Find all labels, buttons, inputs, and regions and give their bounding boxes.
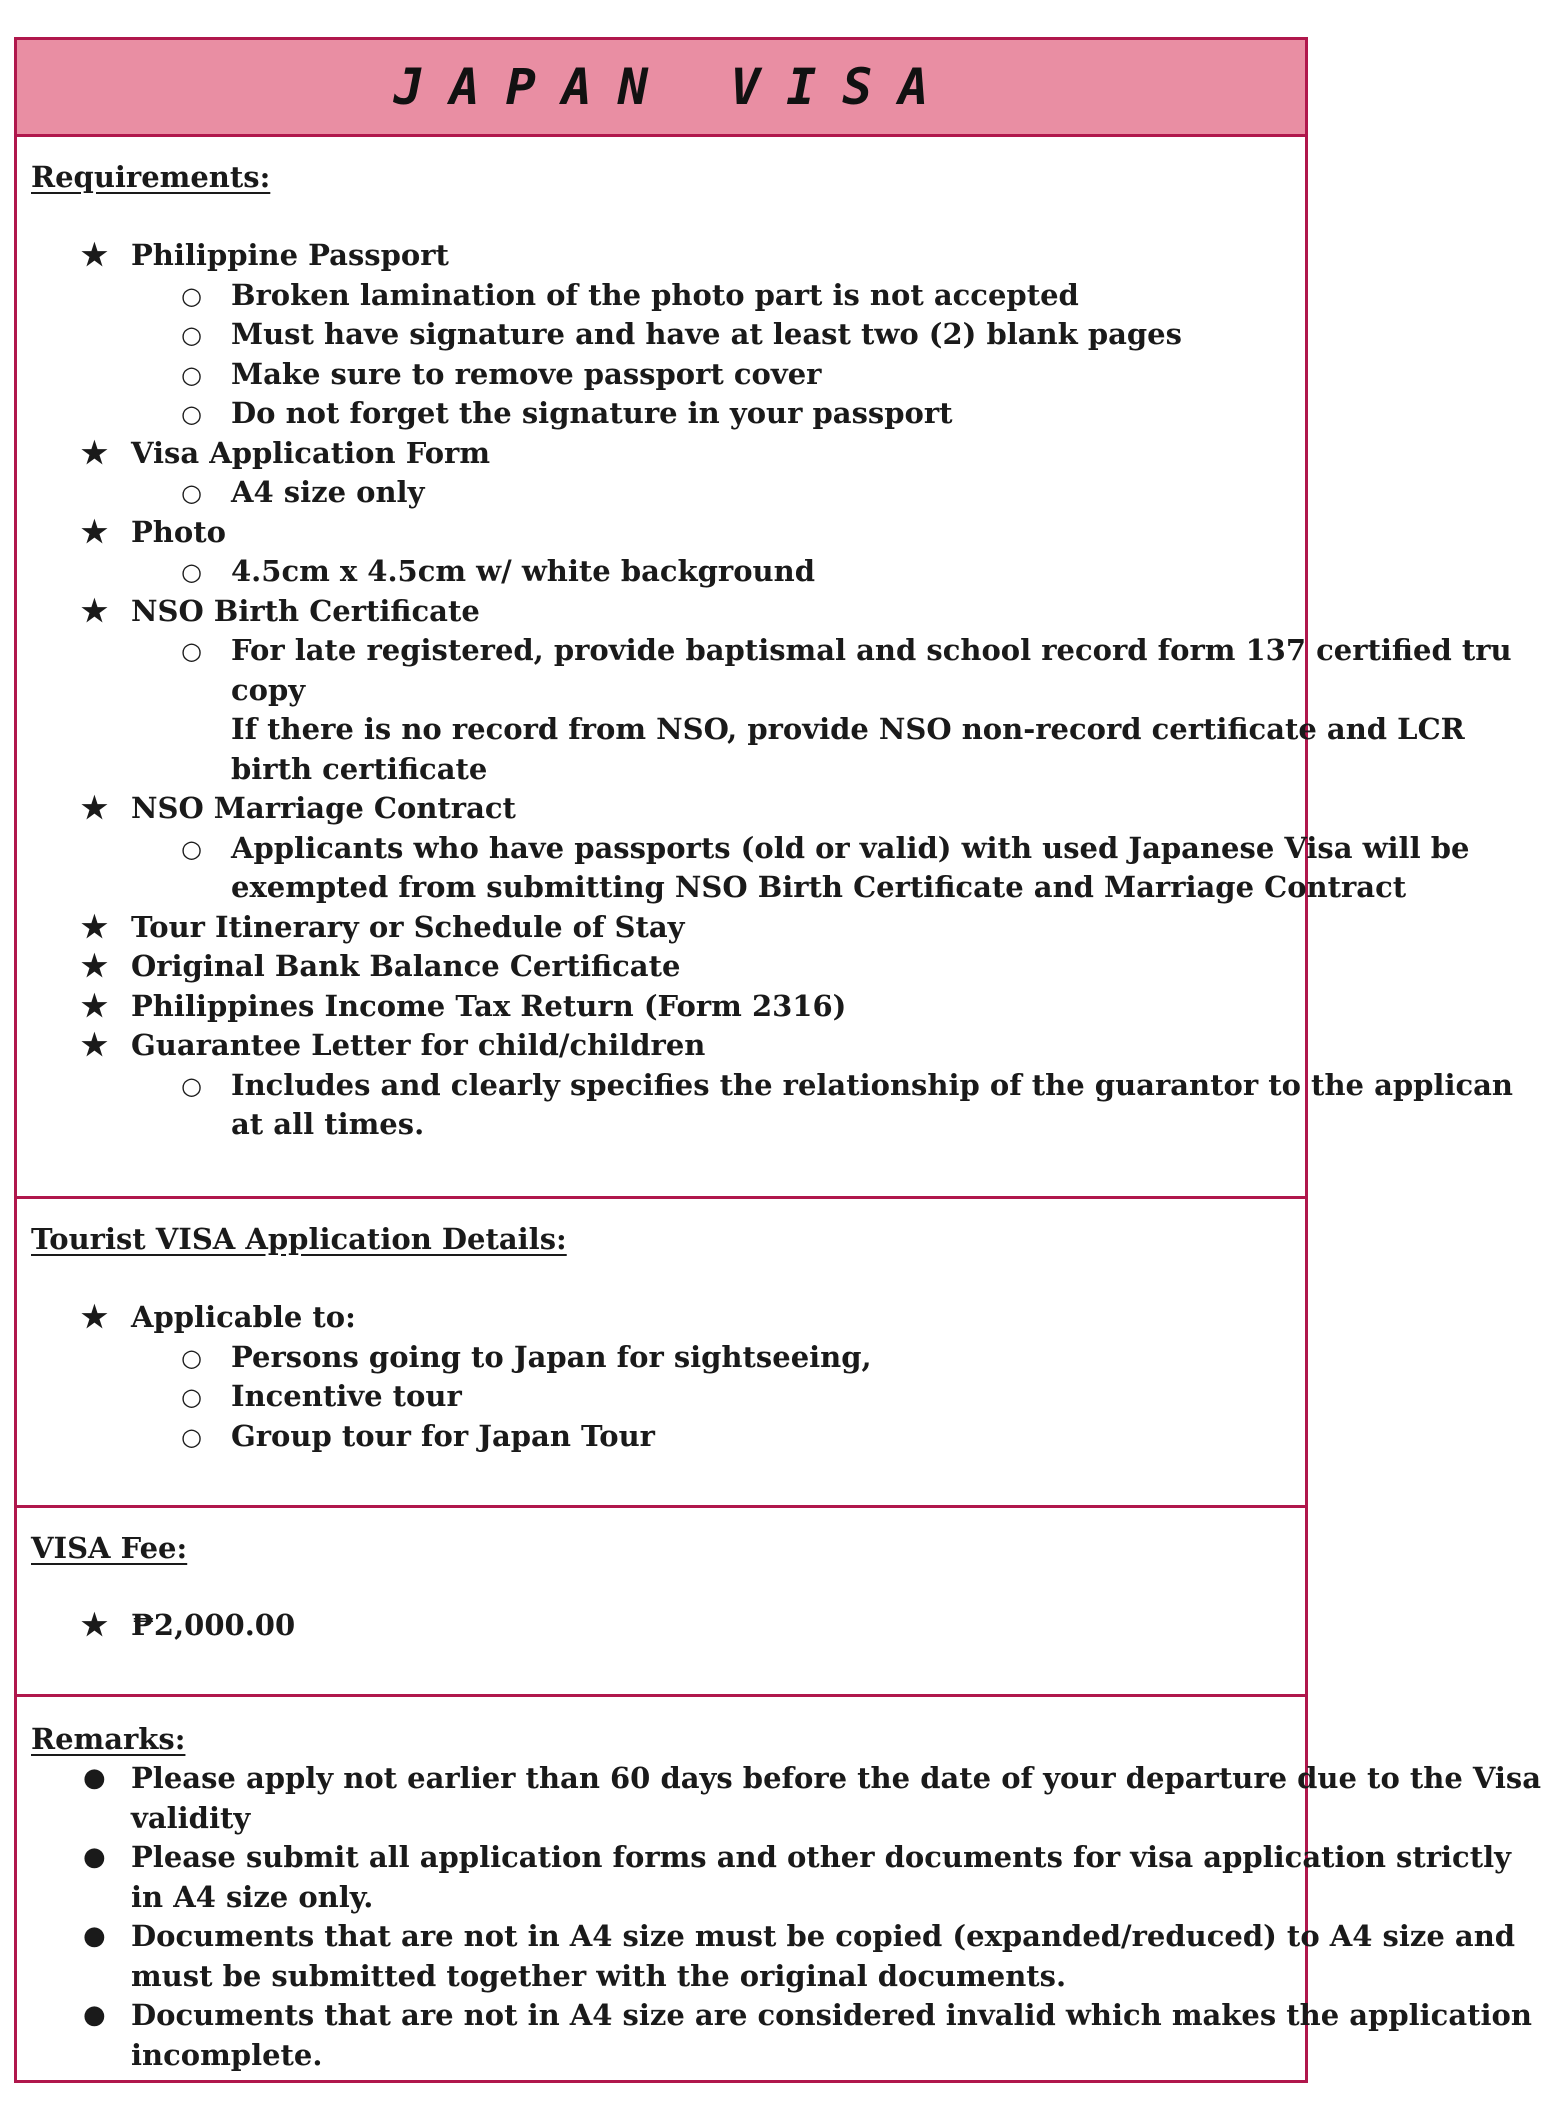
remarks-heading: Remarks: <box>31 1722 186 1756</box>
sub-item-text: Includes and clearly specifies the relationship of the guarantor to the applican <box>231 1067 1513 1102</box>
sub-list-item <box>131 394 1305 434</box>
list-item <box>31 236 1305 434</box>
list-item <box>31 592 1512 790</box>
sub-item-text: Must have signature and have at least two (2) blank pages <box>231 317 1182 351</box>
sub-item-text: Incentive tour <box>231 1379 462 1413</box>
circle-icon: ○ <box>181 320 202 349</box>
sub-list-item <box>131 355 1305 395</box>
title-bar <box>17 40 1305 137</box>
list-item <box>31 434 1305 513</box>
list-item-label: Guarantee Letter for child/children <box>131 1028 706 1062</box>
sub-list-item <box>131 1417 1305 1457</box>
requirements-list <box>31 236 1513 1145</box>
tourist-visa-section <box>17 1199 1305 1508</box>
remark-text: validity <box>131 1800 251 1835</box>
sub-item-text: Applicants who have passports (old or valid) with used Japanese Visa will be <box>231 830 1470 865</box>
dot-icon: ● <box>83 1842 106 1872</box>
circle-icon: ○ <box>181 1382 202 1411</box>
list-item <box>31 987 1305 1027</box>
sub-list-item <box>131 1338 1305 1378</box>
star-icon: ★ <box>81 238 108 273</box>
remark-item <box>31 1759 1541 1838</box>
remark-text: in A4 size only. <box>131 1879 374 1914</box>
star-icon: ★ <box>81 909 108 945</box>
sub-list-item <box>131 829 1470 908</box>
sub-list <box>131 552 1305 592</box>
sub-list <box>131 631 1512 789</box>
remark-text: Please apply not earlier than 60 days before the date of your departure due to the Visa <box>131 1761 1541 1795</box>
list-item <box>31 513 1305 592</box>
list-item <box>31 947 1305 987</box>
list-item <box>31 1026 1513 1145</box>
sub-item-text: 4.5cm x 4.5cm w/ white background <box>231 554 815 588</box>
list-item <box>31 789 1470 908</box>
circle-icon: ○ <box>181 399 202 428</box>
star-icon: ★ <box>81 514 108 550</box>
star-icon: ★ <box>81 435 108 471</box>
remarks-list <box>31 1759 1541 2075</box>
star-icon: ★ <box>81 988 108 1024</box>
sub-item-text: If there is no record from NSO, provide NSO non-record certificate and LCR <box>231 712 1465 746</box>
sub-list <box>131 1338 1305 1457</box>
fee-list <box>31 1606 1305 1646</box>
circle-icon: ○ <box>181 636 202 665</box>
circle-icon: ○ <box>181 1421 202 1451</box>
list-item-label: Applicable to: <box>131 1300 356 1334</box>
sub-item-text: A4 size only <box>231 475 425 509</box>
sub-list-item <box>131 315 1305 355</box>
sub-item-text: birth certificate <box>231 751 488 786</box>
sub-list-item <box>131 473 1305 513</box>
list-item <box>31 1298 1305 1456</box>
remark-text: must be submitted together with the original documents. <box>131 1958 1067 1993</box>
dot-icon: ● <box>83 1763 106 1793</box>
star-icon: ★ <box>81 1300 108 1335</box>
tourist-heading: Tourist VISA Application Details: <box>31 1222 567 1256</box>
remark-item <box>31 1996 1532 2075</box>
sub-list-item <box>131 1377 1305 1417</box>
star-icon: ★ <box>81 1028 108 1063</box>
circle-icon: ○ <box>181 359 202 389</box>
circle-icon: ○ <box>181 1070 202 1100</box>
sub-item-text: at all times. <box>231 1107 425 1141</box>
visa-document <box>14 37 1541 2083</box>
sub-item-text: exempted from submitting NSO Birth Certificate and Marriage Contract <box>231 870 1407 904</box>
star-icon: ★ <box>81 593 108 629</box>
sub-item-text: Make sure to remove passport cover <box>231 356 822 391</box>
remark-text: Documents that are not in A4 size must be copied (expanded/reduced) to A4 size and <box>131 1919 1516 1953</box>
sub-item-text: Do not forget the signature in your passport <box>231 396 953 430</box>
circle-icon: ○ <box>181 833 202 863</box>
sub-list-item <box>131 552 1305 592</box>
fee-heading: VISA Fee: <box>31 1531 188 1565</box>
sub-list <box>131 829 1470 908</box>
star-icon: ★ <box>81 1608 108 1643</box>
sub-item-text: Broken lamination of the photo part is not accepted <box>231 277 1079 312</box>
sub-list-item <box>131 276 1305 316</box>
sub-item-text: Persons going to Japan for sightseeing, <box>231 1339 872 1374</box>
sub-item-text: Group tour for Japan Tour <box>231 1418 655 1453</box>
tourist-list <box>31 1298 1305 1456</box>
sub-list-item <box>131 631 1512 789</box>
page-title: JAPAN VISA <box>393 58 955 116</box>
circle-icon: ○ <box>181 1342 202 1372</box>
list-item-label: Philippine Passport <box>131 238 449 272</box>
list-item-label: Photo <box>131 514 226 549</box>
remark-item <box>31 1917 1516 1996</box>
dot-icon: ● <box>83 2000 106 2030</box>
requirements-section <box>17 137 1513 1199</box>
star-icon: ★ <box>81 949 108 984</box>
list-item-label: ₱2,000.00 <box>131 1608 296 1642</box>
list-item <box>31 908 1305 948</box>
remark-text: Please submit all application forms and other documents for visa application strictly <box>131 1840 1511 1874</box>
circle-icon: ○ <box>181 557 202 586</box>
remark-text: Documents that are not in A4 size are considered invalid which makes the application <box>131 1998 1532 2032</box>
sub-list <box>131 276 1305 434</box>
sub-item-text: For late registered, provide baptismal and school record form 137 certified tru <box>231 633 1512 667</box>
circle-icon: ○ <box>181 280 202 310</box>
list-item-label: Visa Application Form <box>131 435 491 470</box>
sub-list <box>131 1066 1513 1145</box>
list-item-label: NSO Marriage Contract <box>131 791 516 825</box>
star-icon: ★ <box>81 791 108 826</box>
sub-list <box>131 473 1305 513</box>
list-item-label: Original Bank Balance Certificate <box>131 949 681 983</box>
remarks-section <box>17 1697 1541 2083</box>
circle-icon: ○ <box>181 478 202 507</box>
list-item <box>31 1606 1305 1646</box>
remark-text: incomplete. <box>131 2037 323 2072</box>
remark-item <box>31 1838 1511 1917</box>
sub-list-item <box>131 1066 1513 1145</box>
sub-item-text: copy <box>231 672 306 707</box>
list-item-label: Philippines Income Tax Return (Form 2316) <box>131 988 847 1023</box>
requirements-heading: Requirements: <box>31 160 271 194</box>
visa-fee-section <box>17 1508 1305 1697</box>
list-item-label: Tour Itinerary or Schedule of Stay <box>131 909 685 944</box>
list-item-label: NSO Birth Certificate <box>131 593 480 628</box>
dot-icon: ● <box>83 1921 106 1951</box>
